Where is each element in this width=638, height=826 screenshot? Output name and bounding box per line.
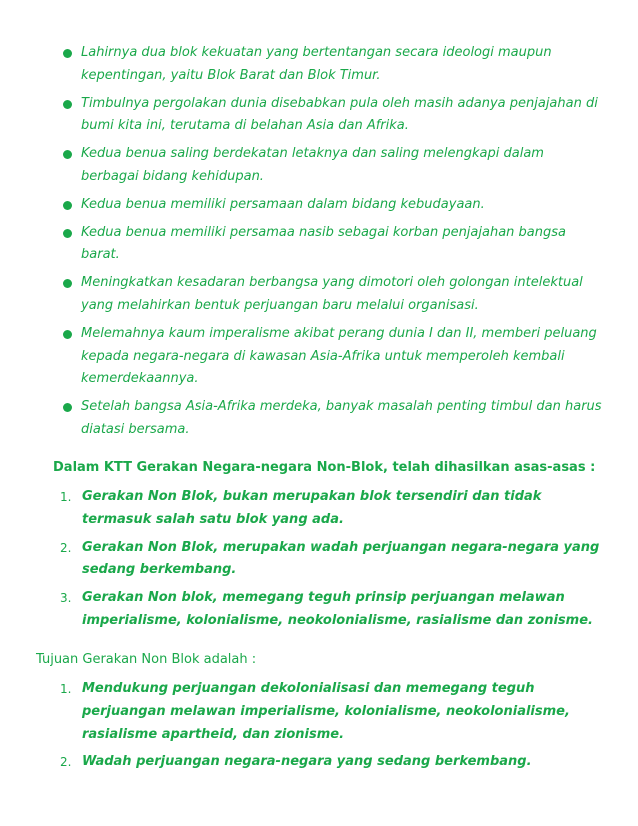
list-item [60,751,605,774]
asas-list [60,486,605,638]
item-text: Mendukung perjuangan dekolonialisasi dan memegang teguh perjuangan melawan imperialisme, kolonialisme, neokolonialisme, rasialisme apartheid, dan zionisme. [82,681,570,742]
item-text: Gerakan Non blok, memegang teguh prinsip perjuangan melawan imperialisme, kolonialisme, neokolonialisme, rasialisme dan zonisme. [82,590,593,628]
item-text: Gerakan Non Blok, bukan merupakan blok tersendiri dan tidak termasuk salah satu blok yang ada. [82,489,542,527]
bullet-item [64,396,604,442]
bullet-text: Kedua benua memiliki persamaan dalam bidang kebudayaan. [81,196,485,212]
item-text: Wadah perjuangan negara-negara yang sedang berkembang. [82,754,532,770]
item-number: 3. [60,591,72,606]
bullet-text: Setelah bangsa Asia-Afrika merdeka, banyak masalah penting timbul dan harus diatasi bersama. [81,399,602,437]
bullet-text: Kedua benua memiliki persamaa nasib sebagai korban penjajahan bangsa barat. [81,224,566,263]
bullet-dot-icon [63,100,72,109]
bullet-item [64,222,604,268]
bullet-item [64,143,604,189]
bullet-text: Meningkatkan kesadaran berbangsa yang dimotori oleh golongan intelektual yang melahirkan bentuk perjuangan baru melalui organisasi. [81,275,583,313]
bullet-dot-icon [63,403,72,412]
bullet-text: Lahirnya dua blok kekuatan yang bertentangan secara ideologi maupun kepentingan, yaitu Blok Barat dan Blok Timur. [81,45,552,83]
item-number: 1. [60,490,72,504]
bullet-dot-icon [63,150,72,159]
item-number: 1. [60,682,72,696]
bullet-list [64,42,604,447]
list-item [60,587,605,633]
section-heading-tujuan: Tujuan Gerakan Non Blok adalah : [36,652,257,667]
bullet-text: Kedua benua saling berdekatan letaknya dan saling melengkapi dalam berbagai bidang kehidupan. [81,146,544,184]
bullet-item [64,93,604,139]
bullet-item [64,272,604,318]
list-item [60,678,605,746]
item-number: 2. [60,540,72,555]
bullet-text: Melemahnya kaum imperalisme akibat perang dunia I dan II, memberi peluang kepada negara-negara di kawasan Asia-Afrika untuk memperoleh kembali kemerdekaannya. [81,325,597,387]
section-heading-asas: Dalam KTT Gerakan Negara-negara Non-Blok, telah dihasilkan asas-asas : [53,460,596,475]
bullet-item [64,42,604,88]
bullet-item [64,323,604,391]
tujuan-list [60,678,605,779]
item-number: 2. [60,755,72,770]
bullet-dot-icon [63,330,72,339]
list-item [60,537,605,583]
list-item [60,486,605,532]
bullet-dot-icon [63,229,72,238]
bullet-dot-icon [63,201,72,210]
bullet-text: Timbulnya pergolakan dunia disebabkan pula oleh masih adanya penjajahan di bumi kita ini, terutama di belahan Asia dan Afrika. [81,95,598,134]
bullet-item [64,194,604,217]
bullet-dot-icon [63,279,72,288]
bullet-dot-icon [63,49,72,58]
item-text: Gerakan Non Blok, merupakan wadah perjuangan negara-negara yang sedang berkembang. [82,539,600,578]
